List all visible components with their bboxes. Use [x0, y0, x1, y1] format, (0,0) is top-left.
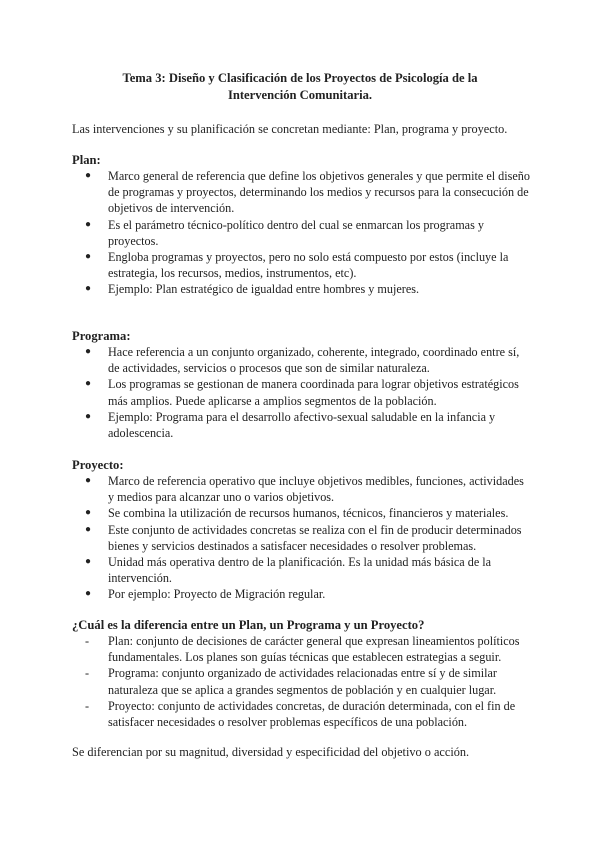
dash-icon: -: [85, 698, 90, 713]
dash-icon: -: [85, 666, 90, 681]
conclusion-paragraph: Se diferencian por su magnitud, diversidad y especificidad del objetivo o acción.: [72, 745, 470, 759]
list-item: ● Por ejemplo: Proyecto de Migración regular.: [85, 587, 326, 602]
list-item: ● Marco general de referencia que define los objetivos generales y que permite el diseño de programas y proyectos, determinando los medios y recursos para la consecución de objetivos de intervención.: [85, 169, 530, 216]
list-item: ● Marco de referencia operativo que incluye objetivos medibles, funciones, actividades y medios para alcanzar uno o varios objetivos.: [85, 474, 524, 505]
bullet-icon: ●: [85, 556, 92, 568]
bullet-icon: ●: [85, 475, 92, 486]
list-item: ● Este conjunto de actividades concretas se realiza con el fin de producir determinados bienes y servicios destinados a satisfacer necesidades o resolver problemas.: [85, 522, 522, 553]
bullet-icon: ●: [85, 507, 92, 519]
bullet-icon: ●: [85, 251, 92, 263]
bullet-icon: ●: [85, 378, 92, 390]
intro-paragraph: Las intervenciones y su planificación se concretan mediante: Plan, programa y proyecto.: [72, 122, 508, 136]
list-item: - Programa: conjunto organizado de actividades relacionadas entre sí y de similar naturaleza que se aplica a grandes segmentos de población y en cualquier lugar.: [85, 666, 497, 697]
diferencia-heading: ¿Cuál es la diferencia entre un Plan, un Programa y un Proyecto?: [72, 618, 425, 632]
list-item: ● Ejemplo: Plan estratégico de igualdad entre hombres y mujeres.: [85, 282, 420, 297]
list-item: ● Unidad más operativa dentro de la planificación. Es la unidad más básica de la intervención.: [85, 555, 492, 586]
programa-list: [72, 344, 532, 441]
proyecto-heading: Proyecto:: [72, 458, 124, 472]
list-item: ● Se combina la utilización de recursos humanos, técnicos, financieros y materiales.: [85, 506, 509, 521]
list-item: - Plan: conjunto de decisiones de carácter general que expresan lineamientos políticos fundamentales. Los planes son guías técnicas que establecen estrategias a seguir.: [85, 634, 520, 665]
document-title: Tema 3: Diseño y Clasificación de los Proyectos de Psicología de la Intervención Comunitaria.: [122, 71, 478, 102]
bullet-icon: ●: [85, 346, 92, 357]
list-item: ● Los programas se gestionan de manera coordinada para lograr objetivos estratégicos más amplios. Puede aplicarse a amplios segmentos de la población.: [85, 377, 519, 408]
dash-icon: -: [85, 634, 90, 648]
bullet-icon: ●: [85, 588, 92, 600]
plan-heading: Plan:: [72, 153, 101, 167]
list-item: ● Es el parámetro técnico-político dentro del cual se enmarcan los programas y proyectos.: [85, 217, 484, 248]
list-item: - Proyecto: conjunto de actividades concretas, de duración determinada, con el fin de satisfacer necesidades o resolver problemas específicos de una población.: [85, 698, 516, 730]
plan-list: [72, 168, 532, 298]
bullet-icon: ●: [85, 410, 92, 422]
diferencia-list: [72, 633, 532, 730]
list-item: ● Engloba programas y proyectos, pero no solo está compuesto por estos (incluye la estrategia, los recursos, medios, instrumentos, etc).: [85, 250, 509, 281]
bullet-icon: ●: [85, 218, 92, 230]
list-item: ● Ejemplo: Programa para el desarrollo afectivo-sexual saludable en la infancia y adolescencia.: [85, 409, 496, 441]
proyecto-list: [72, 473, 532, 603]
bullet-icon: ●: [85, 170, 92, 181]
bullet-icon: ●: [85, 523, 92, 535]
bullet-icon: ●: [85, 283, 92, 295]
programa-heading: Programa:: [72, 329, 131, 343]
list-item: ● Hace referencia a un conjunto organizado, coherente, integrado, coordinado entre sí, de actividades, servicios o procesos que son de similar naturaleza.: [85, 345, 520, 376]
